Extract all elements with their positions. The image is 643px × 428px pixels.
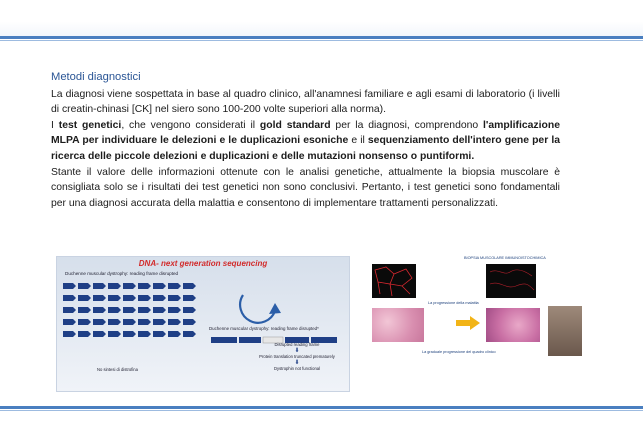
exon-rows-graphic xyxy=(63,279,203,359)
curved-arrow-icon xyxy=(235,287,285,327)
dna-caption-right: Duchenne muscular dystrophy: reading frame disrupted* xyxy=(209,326,319,331)
biopsy-figure xyxy=(368,256,590,360)
p2-bold-sequenziamento: sequenziamento dell'intero gene per la ricerca delle piccole delezioni e duplicazioni e delle mutazioni nonsenso o puntiformi. xyxy=(51,135,560,162)
header-rule-thin xyxy=(0,40,643,41)
dna-figure-title: DNA- next generation sequencing xyxy=(138,259,268,268)
immuno-image-2 xyxy=(486,264,536,298)
patient-photo xyxy=(548,306,582,356)
immuno-image-1 xyxy=(372,264,416,298)
flow-arrow-icon: ⬇ xyxy=(294,348,300,354)
paragraph-1: La diagnosi viene sospettata in base al quadro clinico, all'anamnesi familiare e agli esami di laboratorio (i livelli di creatin-chinasi [CK] nel siero sono 100-200 volte superiori alla norma). xyxy=(51,88,560,116)
paragraph-2 xyxy=(51,118,560,165)
p2-bold-gold-standard: gold standard xyxy=(259,119,331,131)
p2-text: , che vengono considerati il xyxy=(121,119,260,131)
histology-image-2 xyxy=(486,308,540,342)
dna-sequencing-figure xyxy=(56,256,350,392)
flow-step-1: Disrupted reading frame xyxy=(274,342,320,347)
footer-rule-thin xyxy=(0,410,643,411)
p2-text: e il xyxy=(348,135,368,147)
dna-flow xyxy=(247,342,347,371)
header-band xyxy=(0,0,643,36)
flow-step-3: Dystrophin not functional xyxy=(273,366,321,371)
histology-image-1 xyxy=(372,308,424,342)
progression-arrow-icon xyxy=(456,316,480,330)
p2-bold-test-genetici: test genetici xyxy=(58,119,122,131)
text-section xyxy=(51,70,560,211)
flow-arrow-icon: ⬇ xyxy=(294,360,300,366)
p2-text: I xyxy=(51,119,59,131)
dna-label-no-sintesi: No sintesi di distrofina xyxy=(97,367,138,372)
biopsy-title: BIOPSIA MUSCOLARE IMMUNOISTOCHIMICA xyxy=(464,256,546,260)
biopsy-caption-2: La graduale progressione del quadro clinico xyxy=(422,350,496,354)
paragraph-3: Stante il valore delle informazioni ottenute con le analisi genetiche, attualmente la biopsia muscolare è consigliata solo se i risultati dei test genetici non sono conclusivi. Pertanto, i test genetici sono fondamentali per una diagnosi accurata della malattia e consentono di implementare trattamenti personalizzati. xyxy=(51,166,560,209)
section-heading: Metodi diagnostici xyxy=(51,71,141,83)
biopsy-caption-1: La progressione della malattia xyxy=(428,301,479,305)
exon-row xyxy=(63,283,196,289)
p2-bold-mlpa: l'amplificazione MLPA per individuare le delezioni e le duplicazioni esoniche xyxy=(51,119,560,147)
footer-rule xyxy=(0,406,643,409)
dna-caption-top: Duchenne muscular dystrophy: reading frame disrupted xyxy=(65,271,179,276)
p2-text: per la diagnosi, comprendono xyxy=(330,119,484,131)
flow-step-2: Protein translation truncated prematurely xyxy=(259,354,335,359)
header-rule xyxy=(0,36,643,39)
